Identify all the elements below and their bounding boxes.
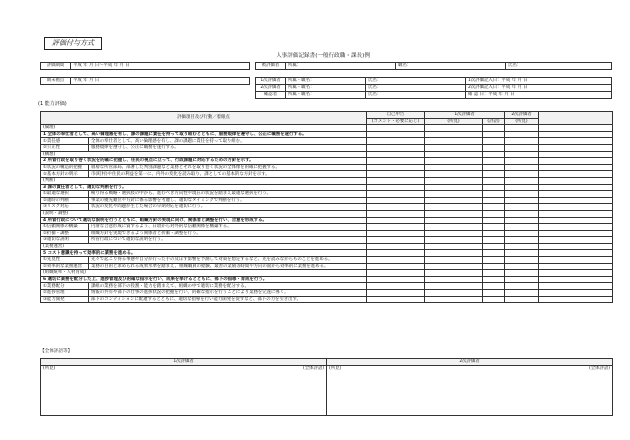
- item-description: 層層な所管部局、部署した判別課題など業務とそれを取り巻く状況の全体像を的確に把握する。: [89, 164, 367, 171]
- item-label: ②折衝・調整: [41, 230, 89, 237]
- item-description: 市(町村)や住民の利益を第一に、内外の変化を読み取り、課としての基本的な方針を示す。: [89, 171, 367, 178]
- blank-cell: [539, 151, 613, 158]
- first-grade-cell[interactable]: [483, 210, 505, 217]
- comment-second-header: 2次評価者: [327, 359, 613, 366]
- table-row: [41, 138, 613, 145]
- first-note-cell[interactable]: [425, 243, 483, 250]
- evaluator-date: 確 認 日：平成 年 月 日: [466, 92, 612, 99]
- item-label: ②基本方針の明示: [41, 171, 89, 178]
- item-label: ①業務配分: [41, 283, 89, 290]
- category-description: 3 課の責任者として、適切な判断を行う。: [41, 184, 367, 191]
- assign-value: 平成 年 月 日: [71, 78, 250, 85]
- table-row: [41, 257, 613, 264]
- category-name: (組織統率・人材育成): [41, 270, 367, 277]
- overall-comment-table: [40, 358, 613, 416]
- item-label: ①最適な選択: [41, 191, 89, 198]
- evaluator-role: 1次評価者: [256, 78, 286, 85]
- assign-label: 期末拠点: [41, 78, 71, 85]
- item-description: 状況の変化や問題が生じた場合の早期対応を適切に行う。: [89, 204, 367, 211]
- item-label: ②公正性: [41, 144, 89, 151]
- table-row: [41, 224, 613, 231]
- first-note-cell[interactable]: [425, 270, 483, 277]
- comment-first-header: 1次評価者: [41, 359, 327, 366]
- second-note-cell[interactable]: [505, 177, 539, 184]
- item-label: ③能力開発: [41, 296, 89, 303]
- evaluator-name: 氏名：: [366, 78, 466, 85]
- first-grade-cell[interactable]: [483, 151, 505, 158]
- second-note-cell[interactable]: [505, 151, 539, 158]
- self-cell[interactable]: [367, 125, 425, 132]
- comment-first-grade: (全体評語): [303, 366, 324, 371]
- category-name: (構想): [41, 151, 367, 158]
- item-label: ①責任感: [41, 138, 89, 145]
- comment-second-box[interactable]: [327, 366, 613, 416]
- evaluator-dept: 所属・職名：: [286, 78, 366, 85]
- ability-evaluation-table: [40, 111, 613, 303]
- comment-section-label: 【全体評語等】: [40, 349, 73, 354]
- first-note-cell[interactable]: [425, 125, 483, 132]
- blank-cell: [539, 270, 613, 277]
- item-label: ②効率的な業務運営: [41, 263, 89, 270]
- first-grade-cell[interactable]: [483, 125, 505, 132]
- blank-cell: [539, 210, 613, 217]
- evaluator-role: 2次評価者: [256, 85, 286, 92]
- evaluator-dept: 所属・職名：: [286, 85, 366, 92]
- blank-cell: [539, 177, 613, 184]
- evaluators-table: [255, 77, 612, 99]
- item-description: 情報の共有や部下の仕事の進捗状況の把握を行い、的確な指示を行うことにより業務を完遂に導く。: [89, 290, 367, 297]
- col-header-item: 評価項目及び行動／着眼点: [41, 112, 367, 125]
- self-cell[interactable]: [367, 177, 425, 184]
- category-name: (業務運営): [41, 243, 367, 250]
- evaluatee-name: 氏名：: [506, 63, 612, 70]
- item-description: 組織方針を実現できるよう関係者と折衝・調整を行う。: [89, 230, 367, 237]
- first-grade-cell[interactable]: [483, 243, 505, 250]
- second-note-cell[interactable]: [505, 270, 539, 277]
- table-row: [41, 204, 613, 211]
- evaluatee-post: 職名：: [396, 63, 506, 70]
- col-header-second: 2次評価者: [505, 112, 539, 119]
- table-row: [41, 230, 613, 237]
- category-name: (説明・調整): [41, 210, 367, 217]
- table-row: [41, 237, 613, 244]
- evaluator-date: 1次評価記入日：平成 年 月 日: [466, 78, 612, 85]
- table-row: [41, 144, 613, 151]
- evaluator-role: 確認者: [256, 92, 286, 99]
- col-header-second-note: (所見): [505, 118, 539, 125]
- period-table: [40, 62, 250, 70]
- comment-second-note: (所見): [329, 366, 342, 371]
- document-title: 人事評価記録書(一般行政職・課長)例: [276, 53, 370, 59]
- table-row: [41, 191, 613, 198]
- col-header-first-note: (所見): [425, 118, 483, 125]
- second-note-cell[interactable]: [505, 243, 539, 250]
- blank-cell: [539, 243, 613, 250]
- format-tag: 評価付与方式: [44, 37, 102, 50]
- period-value: 平成 年 月 日～平成 年 月 日: [71, 63, 250, 70]
- item-label: ③リスク対応: [41, 204, 89, 211]
- comment-first-note: (所見): [43, 366, 56, 371]
- evaluator-dept: 所属・職名：: [286, 92, 366, 99]
- table-row: [41, 164, 613, 171]
- self-cell[interactable]: [367, 210, 425, 217]
- blank-cell: [539, 125, 613, 132]
- first-note-cell[interactable]: [425, 177, 483, 184]
- category-description: 4 所管行政について適切な説明を行うとともに、組織方針の実現に向け、関係者と調整を行い、合意を形成する。: [41, 217, 367, 224]
- item-description: 課組の業務を部下の役割・能力を踏まえて、組織の中で適切に業務を配分する。: [89, 283, 367, 290]
- first-grade-cell[interactable]: [483, 177, 505, 184]
- item-label: ②進捗管理: [41, 290, 89, 297]
- item-description: 服務規律を遵守し、公正に職務を遂行する。: [89, 144, 367, 151]
- item-label: ①信頼関係の構築: [41, 224, 89, 231]
- col-header-first-grade: (評語): [483, 118, 505, 125]
- item-label: ②適時の判断: [41, 197, 89, 204]
- comment-second-grade: (全体評語): [589, 366, 610, 371]
- col-header-first: 1次評価者: [425, 112, 505, 119]
- col-header-self-sub: (コメント・必要に応じ): [367, 118, 425, 125]
- item-description: 検り得る戦略・選択肢の中から、進むべき方向性や現在の状況を踏まえ最適な選択を行う。: [89, 191, 367, 198]
- item-description: 業務の目的と求められる成果水準を踏まえ、組織職員の経験、最善の業績等時間や方向の面から効率的に業務を進める。: [89, 263, 367, 270]
- evaluatee-table: [255, 62, 612, 70]
- category-name: (判断): [41, 177, 367, 184]
- item-description: 事業の優先順位や方針に係る影響を考慮し、適切なタイミングで判断を行う。: [89, 197, 367, 204]
- self-cell[interactable]: [367, 151, 425, 158]
- assign-table: [40, 77, 250, 85]
- item-description: 所管行政について適切な説明を行う。: [89, 237, 367, 244]
- second-note-cell[interactable]: [505, 125, 539, 132]
- table-row: [41, 171, 613, 178]
- col-header-blank: [539, 112, 613, 125]
- section-title: (1 能力評価): [38, 101, 67, 107]
- item-description: 円滑な合意形成に資するよう、日頃から対外的な信頼関係を構築する。: [89, 224, 367, 231]
- category-description: 6 適切に業務を配分した上、進捗管理及び的確な指示を行い、成果を挙げるとともに、部下の指導・育成を行う。: [41, 276, 367, 283]
- item-description: 部下のコンディションに配慮するとともに、適切な指導を行い能力開発を促すなど、部下の力を引き出す。: [89, 296, 367, 303]
- item-description: 先々で起こり得る事態や自分が行った手の及ぼす影響を予測して対策を想定するなど、先を読みながらものごとを進める。: [89, 257, 367, 264]
- evaluator-date: 2次評価記入日：平成 年 月 日: [466, 85, 612, 92]
- category-description: 1 全体の奉仕者として、高い倫理感を有し、課の課題に責任を持って取り組むとともに、服務規律を遵守し、公正に職務を遂行する。: [41, 131, 367, 138]
- first-note-cell[interactable]: [425, 210, 483, 217]
- first-grade-cell[interactable]: [483, 270, 505, 277]
- category-name: (倫理): [41, 125, 367, 132]
- item-label: ③適切な説明: [41, 237, 89, 244]
- category-description: 5 コスト意識を持って効率的に業務を進める。: [41, 250, 367, 257]
- evaluatee-dept: 所属：: [286, 63, 396, 70]
- comment-first-box[interactable]: [41, 366, 327, 416]
- second-note-cell[interactable]: [505, 210, 539, 217]
- table-row: [41, 296, 613, 303]
- period-label: 評価期間: [41, 63, 71, 70]
- self-cell[interactable]: [367, 243, 425, 250]
- table-row: [41, 197, 613, 204]
- item-description: 全体の奉仕者として、高い倫理感を有し、課の課題に責任を持って取り組む。: [89, 138, 367, 145]
- item-label: ①状況の構造的把握: [41, 164, 89, 171]
- first-note-cell[interactable]: [425, 151, 483, 158]
- item-label: ①先見性: [41, 257, 89, 264]
- table-row: [41, 290, 613, 297]
- table-row: [41, 263, 613, 270]
- evaluatee-label: 被評価者: [256, 63, 286, 70]
- category-description: 2 所管行政を取り巻く状況を的確に把握し、住民の視点に立って、行政課題に対応するための方針を示す。: [41, 158, 367, 165]
- evaluator-name: 氏名：: [366, 92, 466, 99]
- table-row: [41, 283, 613, 290]
- evaluator-name: 氏名：: [366, 85, 466, 92]
- col-header-self: 自己申告: [367, 112, 425, 119]
- self-cell[interactable]: [367, 270, 425, 277]
